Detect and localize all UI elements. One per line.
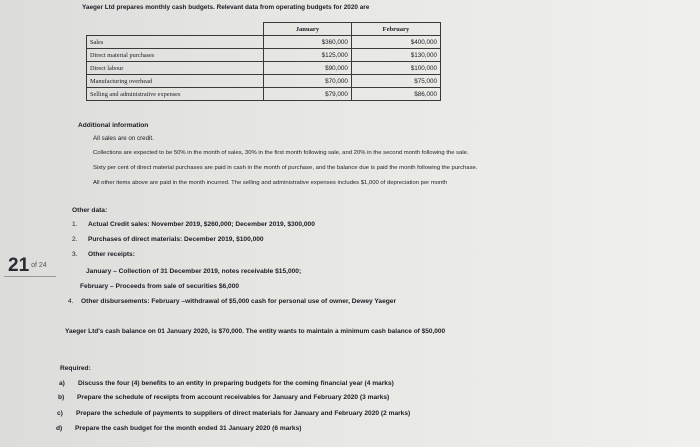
cell-january: $70,000 (264, 75, 352, 88)
table-row (87, 88, 441, 101)
other-receipt-line: January – Collection of 31 December 2019, notes receivable $15,000; (86, 268, 302, 275)
row-label: Direct labour (87, 62, 264, 75)
cell-february: $100,000 (351, 62, 440, 75)
cell-january: $125,000 (264, 49, 352, 62)
column-header-february: February (351, 23, 440, 36)
cell-january: $79,000 (264, 88, 352, 101)
page-number-current: 21 (8, 255, 30, 276)
additional-info-title: Additional information (78, 122, 149, 129)
required-letter: b) (58, 394, 65, 401)
table-row (87, 75, 441, 88)
other-data-item-text: Purchases of direct materials: December 2019, $100,000 (88, 236, 264, 243)
column-header-january: January (264, 23, 352, 36)
required-letter: c) (57, 410, 63, 417)
cell-february: $130,000 (351, 49, 440, 62)
table-header-row (87, 23, 441, 36)
other-data-item-number: 2. (72, 236, 78, 243)
required-item-text: Prepare the cash budget for the month ended 31 January 2020 (6 marks) (75, 425, 302, 432)
required-item-text: Discuss the four (4) benefits to an entity in preparing budgets for the coming financial year (4 marks) (78, 380, 394, 387)
other-data-item-number: 1. (72, 221, 78, 228)
row-label: Selling and administrative expenses (87, 88, 264, 101)
other-data-item-text: Other receipts: (88, 251, 135, 258)
other-data-item-number: 3. (72, 251, 78, 258)
cell-february: $400,000 (351, 36, 440, 49)
required-title: Required: (60, 365, 91, 372)
other-receipt-line: February – Proceeds from sale of securities $6,000 (80, 283, 240, 290)
additional-info-line: All sales are on credit. (93, 135, 154, 142)
operating-budget-table (86, 22, 441, 101)
cell-january: $90,000 (264, 62, 352, 75)
cash-balance-statement: Yaeger Ltd's cash balance on 01 January 2020, is $70,000. The entity wants to maintain a minimum cash balance of $50,000 (65, 328, 446, 335)
intro-heading: Yaeger Ltd prepares monthly cash budgets. Relevant data from operating budgets for 2020 are (82, 4, 370, 11)
row-label: Manufacturing overhead (87, 75, 264, 88)
other-data-title: Other data: (72, 207, 108, 214)
cell-january: $360,000 (264, 36, 352, 49)
page-indicator-divider (4, 276, 56, 277)
other-data-item-text: Actual Credit sales: November 2019, $260,000; December 2019, $300,000 (88, 221, 315, 228)
cell-february: $75,000 (351, 75, 440, 88)
required-item-text: Prepare the schedule of payments to suppliers of direct materials for January and February 2020 (2 marks) (76, 410, 411, 417)
required-item-text: Prepare the schedule of receipts from account receivables for January and February 2020 (3 marks) (77, 394, 390, 401)
table-row (87, 49, 441, 62)
table-header-blank (87, 23, 264, 36)
page-number-total: of 24 (31, 262, 47, 270)
required-letter: d) (56, 425, 63, 432)
other-data-item-number: 4. (68, 298, 74, 305)
additional-info-line: All other items above are paid in the month incurred. The selling and administrative expenses includes $1,000 of depreciation per month (93, 180, 448, 186)
additional-info-line: Sixty per cent of direct material purchases are paid in cash in the month of purchase, and the balance due is paid the month following the purchase. (93, 165, 478, 171)
table-row (87, 62, 441, 75)
row-label: Sales (87, 36, 264, 49)
table-row (87, 36, 441, 49)
other-data-item-text: Other disbursements: February –withdrawal of $5,000 cash for personal use of owner, Dewey Yaeger (81, 298, 397, 305)
required-letter: a) (59, 380, 65, 387)
row-label: Direct material purchases (87, 49, 264, 62)
cell-february: $86,000 (351, 88, 440, 101)
additional-info-line: Collections are expected to be 50% in the month of sales, 30% in the first month following sale, and 20% in the second month following the sale. (93, 150, 469, 156)
page-indicator (8, 255, 47, 277)
